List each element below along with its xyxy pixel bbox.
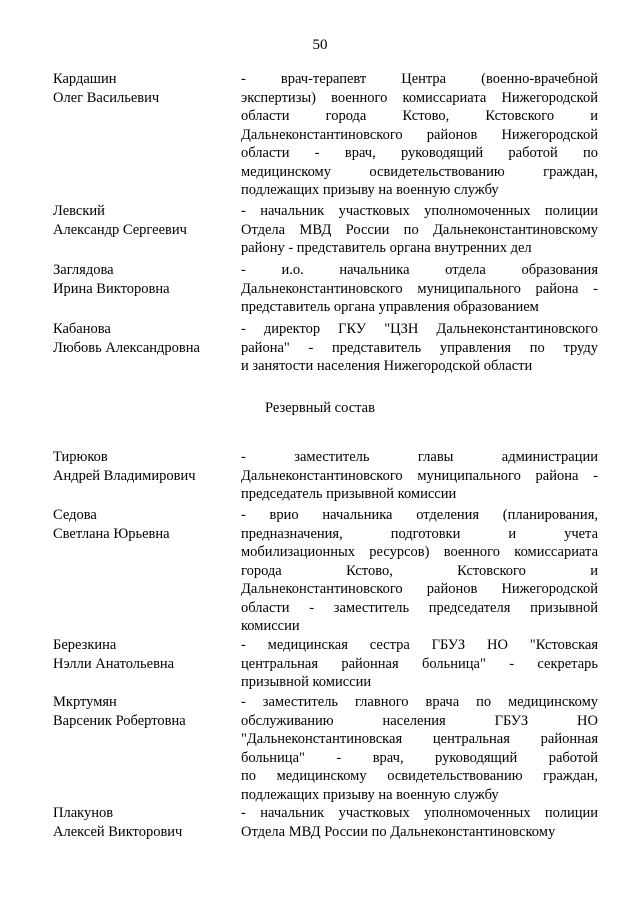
- role-line: центральная районная больница" - секретарь: [241, 655, 598, 672]
- member-name: [53, 804, 182, 841]
- member-name: [53, 506, 170, 543]
- member-given-names: Ирина Викторовна: [53, 280, 170, 297]
- role-line: города Кстово, Кстовского и: [241, 562, 598, 579]
- member-role: [241, 320, 598, 376]
- page-number: 50: [312, 37, 328, 53]
- member-role: [241, 804, 598, 841]
- member-name: [53, 448, 196, 485]
- role-line: Дальнеконстантиновского муниципального района -: [241, 467, 598, 484]
- member-name: [53, 70, 159, 107]
- role-line: Дальнеконстантиновского районов Нижегородской: [241, 581, 598, 597]
- role-line: - заместитель главного врача по медицинскому: [241, 694, 598, 710]
- role-line: и занятости населения Нижегородской области: [241, 358, 533, 374]
- role-line: - медицинская сестра ГБУЗ НО "Кстовская: [241, 637, 598, 653]
- role-line: области - врач, руководящий работой по: [241, 145, 598, 161]
- role-line: Отдела МВД России по Дальнеконстантиновскому: [241, 823, 556, 840]
- role-line: комиссии: [241, 618, 300, 634]
- member-name: [53, 636, 174, 673]
- role-line: - директор ГКУ "ЦЗН Дальнеконстантиновского: [241, 321, 598, 337]
- member-surname: Тирюков: [53, 449, 108, 465]
- member-name: [53, 261, 170, 298]
- role-line: подлежащих призыву на военную службу: [241, 182, 499, 198]
- role-line: - начальник участковых уполномоченных полиции: [241, 805, 598, 821]
- role-line: экспертизы) военного комиссариата Нижегородской: [241, 89, 598, 106]
- member-given-names: Любовь Александровна: [53, 339, 200, 356]
- role-line: области - заместитель председателя призывной: [241, 599, 598, 616]
- member-name: [53, 693, 186, 730]
- member-role: [241, 202, 598, 258]
- member-given-names: Алексей Викторович: [53, 823, 183, 840]
- role-line: председатель призывной комиссии: [241, 486, 457, 502]
- role-line: - и.о. начальника отдела образования: [241, 262, 598, 278]
- member-given-names: Александр Сергеевич: [53, 221, 187, 238]
- role-line: району - представитель органа внутренних дел: [241, 240, 532, 256]
- member-surname: Седова: [53, 507, 97, 523]
- role-line: - врач-терапевт Центра (военно-врачебной: [241, 71, 598, 87]
- role-line: подлежащих призыву на военную службу: [241, 786, 499, 803]
- role-line: области города Кстово, Кстовского и: [241, 108, 598, 124]
- member-role: [241, 693, 598, 804]
- member-role: [241, 448, 598, 504]
- member-given-names: Светлана Юрьевна: [53, 525, 170, 542]
- member-name: [53, 320, 200, 357]
- role-line: представитель органа управления образованием: [241, 299, 539, 315]
- role-line: Дальнеконстантиновского муниципального района -: [241, 280, 598, 297]
- role-line: - врио начальника отделения (планирования,: [241, 507, 598, 523]
- member-surname: Березкина: [53, 637, 117, 653]
- role-line: Отдела МВД России по Дальнеконстантиновскому: [241, 221, 598, 238]
- section-title: Резервный состав: [265, 400, 375, 416]
- role-line: Дальнеконстантиновского районов Нижегородской: [241, 126, 598, 143]
- role-line: обслуживанию населения ГБУЗ НО: [241, 712, 598, 729]
- member-name: [53, 202, 187, 239]
- member-given-names: Варсеник Робертовна: [53, 712, 186, 729]
- member-surname: Мкртумян: [53, 694, 117, 710]
- member-role: [241, 70, 598, 200]
- role-line: призывной комиссии: [241, 674, 372, 690]
- member-given-names: Нэлли Анатольевна: [53, 655, 175, 672]
- member-surname: Плакунов: [53, 805, 114, 821]
- member-surname: Левский: [53, 203, 105, 219]
- member-role: [241, 261, 598, 317]
- role-line: - начальник участковых уполномоченных полиции: [241, 203, 598, 219]
- role-line: района" - представитель управления по труду: [241, 339, 598, 356]
- member-given-names: Андрей Владимирович: [53, 467, 196, 484]
- member-surname: Кабанова: [53, 321, 111, 337]
- role-line: мобилизационных ресурсов) военного комиссариата: [241, 544, 598, 560]
- role-line: больница" - врач, руководящий работой: [241, 749, 598, 766]
- role-line: - заместитель главы администрации: [241, 449, 598, 465]
- role-line: медицинскому освидетельствованию граждан,: [241, 163, 598, 180]
- member-surname: Заглядова: [53, 262, 114, 278]
- member-given-names: Олег Васильевич: [53, 89, 160, 106]
- role-line: "Дальнеконстантиновская центральная районная: [241, 731, 598, 747]
- role-line: по медицинскому освидетельствованию граждан,: [241, 768, 598, 784]
- member-role: [241, 636, 598, 692]
- role-line: предназначения, подготовки и учета: [241, 525, 598, 542]
- member-surname: Кардашин: [53, 71, 117, 87]
- member-role: [241, 506, 598, 636]
